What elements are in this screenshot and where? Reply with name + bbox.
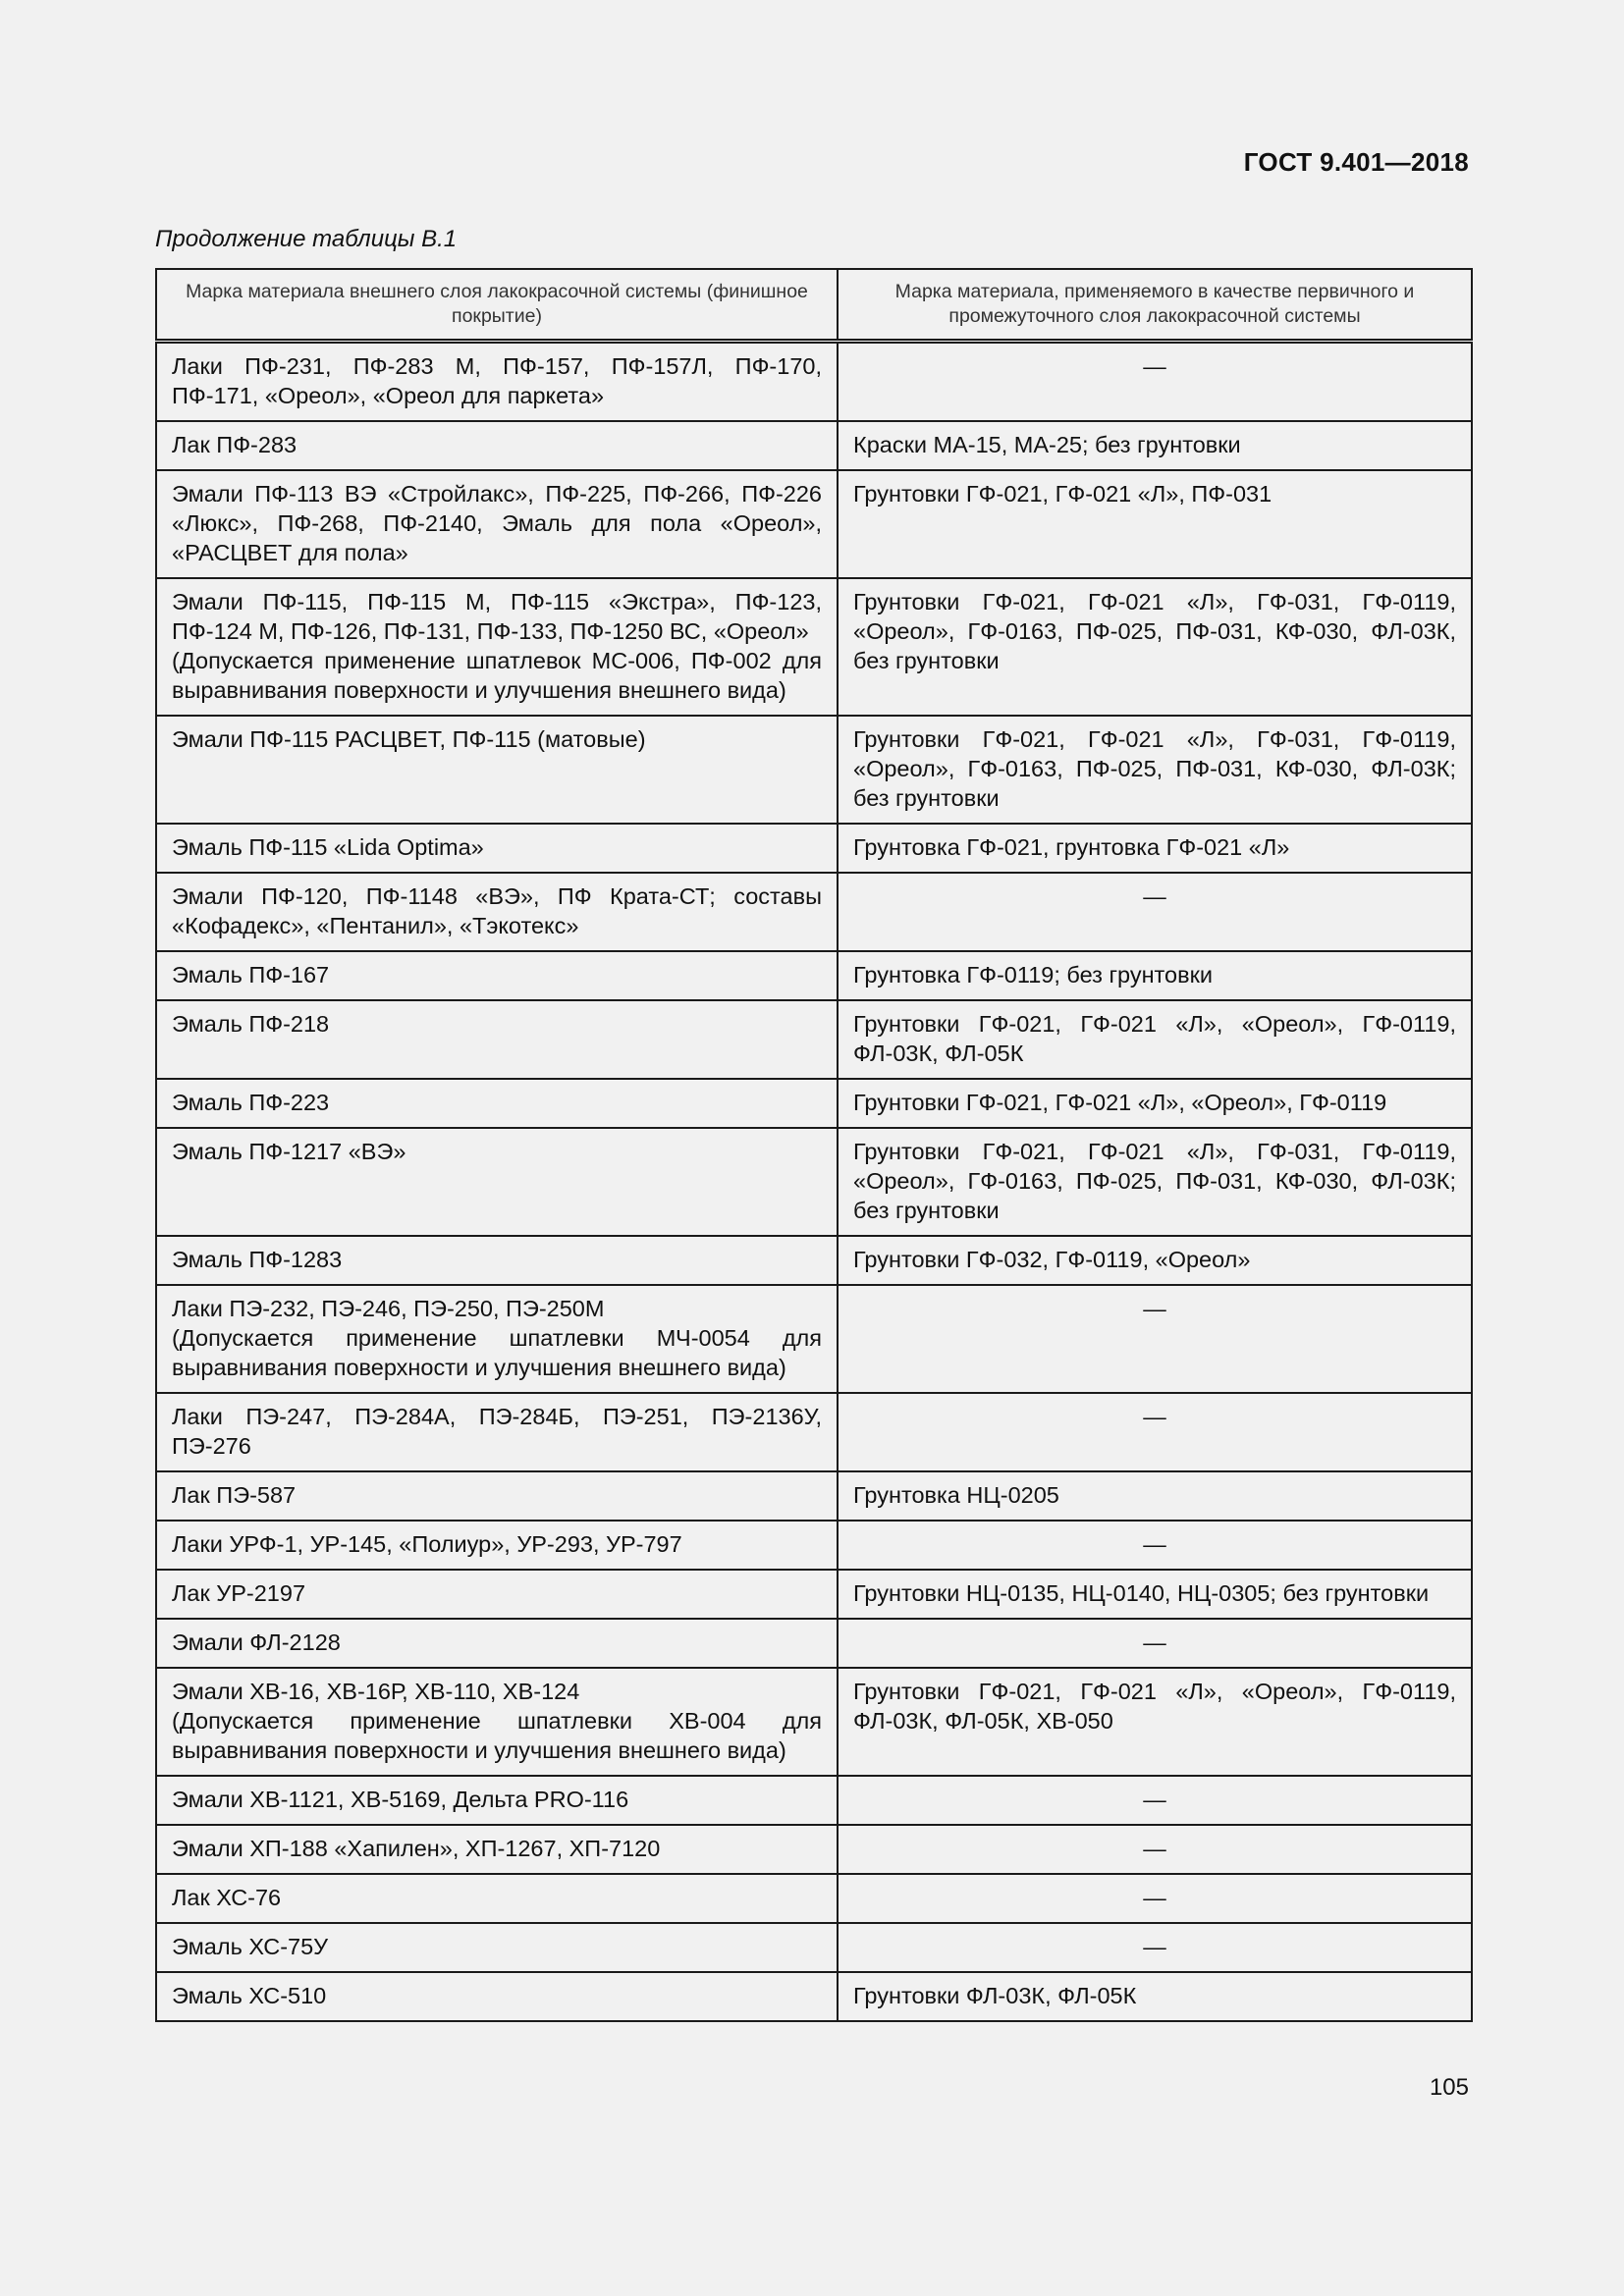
primer-material-cell: Грунтовка НЦ-0205 [838,1471,1472,1521]
table-caption: Продолжение таблицы В.1 [155,226,458,252]
finish-material-text: Эмали ХВ-16, ХВ-16Р, ХВ-110, ХВ-124 [172,1679,580,1704]
primer-material-cell: — [838,1285,1472,1393]
finish-material-cell [156,1079,838,1128]
finish-material-cell [156,951,838,1000]
finish-material-note: (Допускается применение шпатлевки ХВ-004 для выравнивания поверхности и улучшения внешнего вида) [172,1708,822,1763]
finish-material-text: Эмаль ПФ-167 [172,962,330,988]
finish-material-cell [156,1393,838,1471]
finish-material-text: Эмаль ПФ-1283 [172,1247,343,1272]
finish-material-text: Лак ХС-76 [172,1885,282,1910]
finish-material-text: Лаки ПФ-231, ПФ-283 М, ПФ-157, ПФ-157Л, ПФ-170, ПФ-171, «Ореол», «Ореол для паркета» [172,353,822,408]
finish-material-cell [156,421,838,470]
finish-material-cell [156,1619,838,1668]
table-row [156,1825,1472,1874]
finish-material-text: Лаки УРФ-1, УР-145, «Полиур», УР-293, УР-797 [172,1531,682,1557]
finish-material-text: Эмали ПФ-115 РАСЦВЕТ, ПФ-115 (матовые) [172,726,646,752]
finish-material-note: (Допускается применение шпатлевки МЧ-0054 для выравнивания поверхности и улучшения внешнего вида) [172,1325,822,1380]
table-row [156,1236,1472,1285]
primer-material-cell: — [838,1825,1472,1874]
finish-material-text: Эмали ПФ-120, ПФ-1148 «ВЭ», ПФ Крата-СТ; составы «Кофадекс», «Пентанил», «Тэкотекс» [172,883,822,938]
finish-material-text: Эмали ХП-188 «Хапилен», ХП-1267, ХП-7120 [172,1836,661,1861]
finish-material-text: Лак ПФ-283 [172,432,298,457]
table-row [156,951,1472,1000]
finish-material-cell [156,1128,838,1236]
table-row [156,470,1472,578]
finish-material-cell [156,1285,838,1393]
finish-material-cell [156,873,838,951]
finish-material-cell [156,824,838,873]
finish-material-text: Эмали ПФ-113 ВЭ «Стройлакс», ПФ-225, ПФ-266, ПФ-226 «Люкс», ПФ-268, ПФ-2140, Эмаль для пола «Ореол», «РАСЦВЕТ для пола» [172,481,822,565]
finish-material-cell [156,1825,838,1874]
table-row [156,1000,1472,1079]
finish-material-text: Эмаль ХС-75У [172,1934,329,1959]
finish-material-text: Лак УР-2197 [172,1580,306,1606]
finish-material-note: (Допускается применение шпатлевок МС-006, ПФ-002 для выравнивания поверхности и улучшения внешнего вида) [172,648,822,703]
finish-material-cell [156,1521,838,1570]
finish-material-text: Эмаль ПФ-115 «Lida Optima» [172,834,484,860]
table-row [156,1393,1472,1471]
primer-material-cell: Грунтовки ГФ-021, ГФ-021 «Л», «Ореол», ГФ-0119 [838,1079,1472,1128]
finish-material-text: Эмали ФЛ-2128 [172,1629,341,1655]
primer-material-cell: Грунтовки ГФ-032, ГФ-0119, «Ореол» [838,1236,1472,1285]
primer-material-cell: Грунтовки ГФ-021, ГФ-021 «Л», ГФ-031, ГФ-0119, «Ореол», ГФ-0163, ПФ-025, ПФ-031, КФ-030, ФЛ-03К; без грунтовки [838,716,1472,824]
finish-material-text: Лак ПЭ-587 [172,1482,297,1508]
primer-material-cell: Грунтовки НЦ-0135, НЦ-0140, НЦ-0305; без грунтовки [838,1570,1472,1619]
column-header-primer: Марка материала, применяемого в качестве первичного и промежуточного слоя лакокрасочной системы [838,269,1472,342]
primer-material-cell: — [838,1521,1472,1570]
finish-material-cell [156,1668,838,1776]
table-row [156,1285,1472,1393]
table-row [156,1923,1472,1972]
finish-material-text: Эмаль ПФ-1217 «ВЭ» [172,1139,406,1164]
finish-material-cell [156,1923,838,1972]
primer-material-cell: Грунтовки ГФ-021, ГФ-021 «Л», ГФ-031, ГФ-0119, «Ореол», ГФ-0163, ПФ-025, ПФ-031, КФ-030, ФЛ-03К; без грунтовки [838,1128,1472,1236]
document-code: ГОСТ 9.401—2018 [1243,147,1469,177]
table-row [156,1521,1472,1570]
finish-material-cell [156,1471,838,1521]
table-row [156,1471,1472,1521]
primer-material-cell: Грунтовка ГФ-021, грунтовка ГФ-021 «Л» [838,824,1472,873]
primer-material-cell: Грунтовки ГФ-021, ГФ-021 «Л», «Ореол», ГФ-0119, ФЛ-03К, ФЛ-05К, ХВ-050 [838,1668,1472,1776]
finish-material-cell [156,1570,838,1619]
finish-material-text: Лаки ПЭ-232, ПЭ-246, ПЭ-250, ПЭ-250М [172,1296,605,1321]
finish-material-text: Эмаль ХС-510 [172,1983,327,2008]
table-row [156,421,1472,470]
table-row [156,1972,1472,2021]
table-row [156,1668,1472,1776]
primer-material-cell: Краски МА-15, МА-25; без грунтовки [838,421,1472,470]
finish-material-text: Эмаль ПФ-223 [172,1090,330,1115]
finish-material-text: Эмаль ПФ-218 [172,1011,330,1037]
materials-table [155,268,1473,2022]
primer-material-cell: — [838,873,1472,951]
finish-material-cell [156,1972,838,2021]
finish-material-cell [156,1000,838,1079]
table-row [156,1874,1472,1923]
table-header-row [156,269,1472,342]
finish-material-cell [156,342,838,422]
primer-material-cell: Грунтовки ФЛ-03К, ФЛ-05К [838,1972,1472,2021]
finish-material-text: Эмали ХВ-1121, ХВ-5169, Дельта PRO-116 [172,1787,629,1812]
finish-material-cell [156,716,838,824]
table-row [156,873,1472,951]
primer-material-cell: Грунтовки ГФ-021, ГФ-021 «Л», «Ореол», ГФ-0119, ФЛ-03К, ФЛ-05К [838,1000,1472,1079]
finish-material-text: Лаки ПЭ-247, ПЭ-284А, ПЭ-284Б, ПЭ-251, ПЭ-2136У, ПЭ-276 [172,1404,822,1459]
table-row [156,1776,1472,1825]
primer-material-cell: — [838,1619,1472,1668]
table-row [156,1128,1472,1236]
primer-material-cell: — [838,1874,1472,1923]
column-header-finish: Марка материала внешнего слоя лакокрасочной системы (финишное покрытие) [156,269,838,342]
table-row [156,824,1472,873]
primer-material-cell: Грунтовки ГФ-021, ГФ-021 «Л», ПФ-031 [838,470,1472,578]
primer-material-cell: — [838,1923,1472,1972]
finish-material-cell [156,470,838,578]
table-row [156,1619,1472,1668]
finish-material-cell [156,1776,838,1825]
primer-material-cell: — [838,342,1472,422]
primer-material-cell: — [838,1776,1472,1825]
table-row [156,342,1472,422]
table-row [156,716,1472,824]
table-row [156,1570,1472,1619]
finish-material-cell [156,1874,838,1923]
page-number: 105 [1429,2074,1469,2101]
finish-material-text: Эмали ПФ-115, ПФ-115 М, ПФ-115 «Экстра», ПФ-123, ПФ-124 М, ПФ-126, ПФ-131, ПФ-133, ПФ-1250 ВС, «Ореол» [172,589,822,644]
primer-material-cell: Грунтовки ГФ-021, ГФ-021 «Л», ГФ-031, ГФ-0119, «Ореол», ГФ-0163, ПФ-025, ПФ-031, КФ-030, ФЛ-03К, без грунтовки [838,578,1472,716]
table-row [156,578,1472,716]
table-row [156,1079,1472,1128]
finish-material-cell [156,1236,838,1285]
finish-material-cell [156,578,838,716]
primer-material-cell: Грунтовка ГФ-0119; без грунтовки [838,951,1472,1000]
primer-material-cell: — [838,1393,1472,1471]
